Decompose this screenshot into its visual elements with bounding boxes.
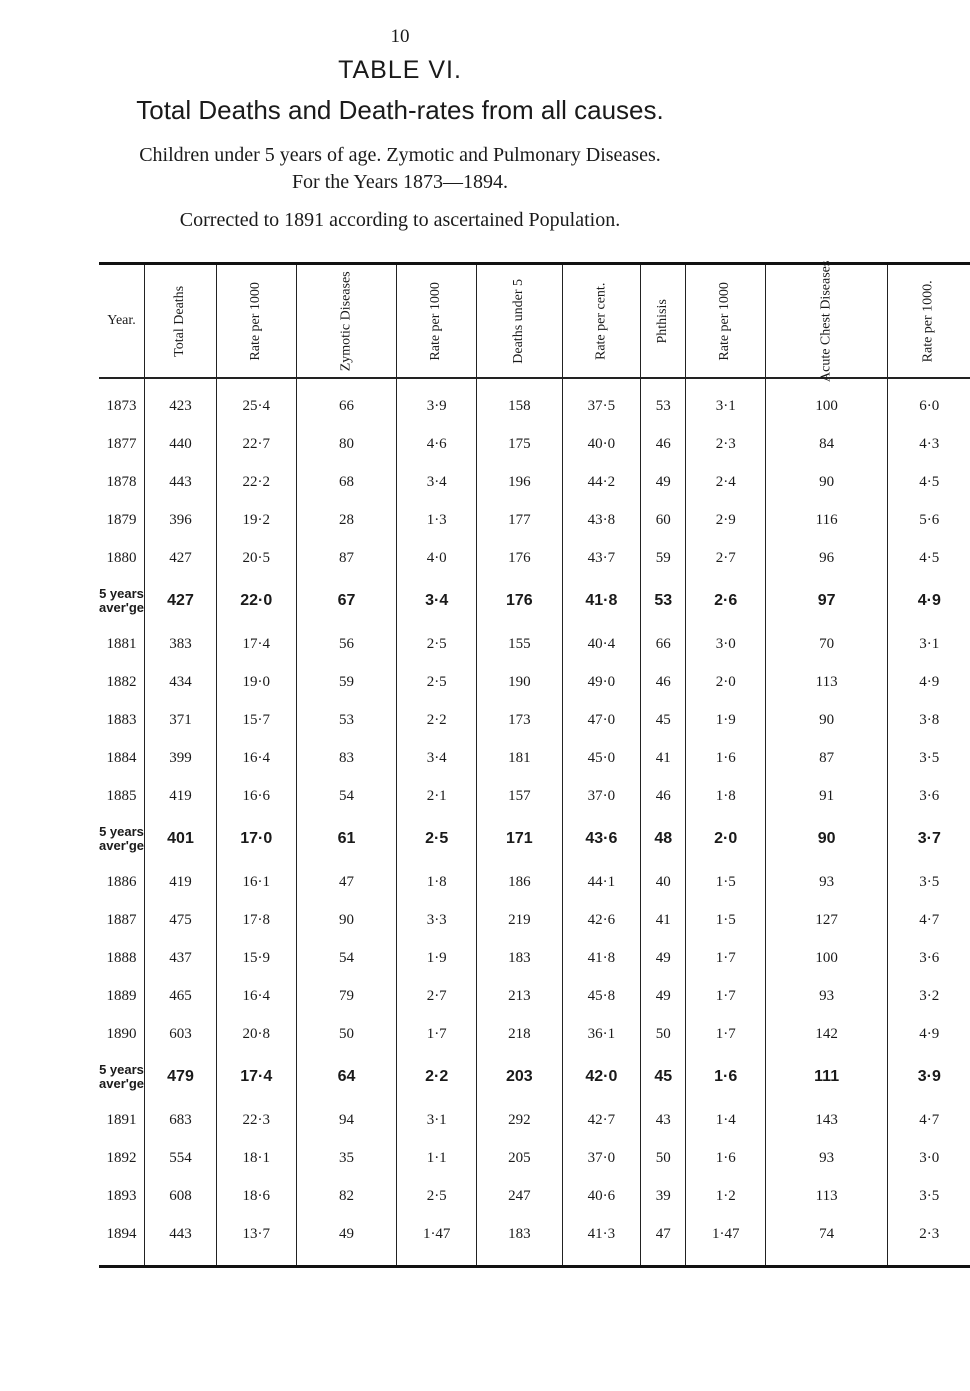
value-cell: 3·4: [397, 463, 477, 501]
value-cell: 3·7: [888, 815, 970, 863]
year-cell: 1881: [106, 635, 137, 652]
value-cell: 158: [476, 378, 562, 425]
year-cell: 5 years aver'ge: [99, 1062, 145, 1091]
value-cell: 423: [145, 378, 217, 425]
value-cell: 37·5: [562, 378, 640, 425]
value-cell: 45: [641, 701, 686, 739]
value-cell: 247: [476, 1177, 562, 1215]
year-cell: 1884: [106, 749, 137, 766]
value-cell: 35: [296, 1139, 397, 1177]
value-cell: 440: [145, 425, 217, 463]
value-cell: 401: [145, 815, 217, 863]
value-cell: 1·1: [397, 1139, 477, 1177]
value-cell: 20·8: [216, 1015, 296, 1053]
value-cell: 80: [296, 425, 397, 463]
value-cell: 3·1: [888, 625, 970, 663]
year-cell: 1886: [106, 873, 137, 890]
value-cell: 13·7: [216, 1215, 296, 1267]
value-cell: 66: [296, 378, 397, 425]
value-cell: 16·6: [216, 777, 296, 815]
value-cell: 40·6: [562, 1177, 640, 1215]
value-cell: 42·0: [562, 1053, 640, 1101]
value-cell: 42·7: [562, 1101, 640, 1139]
value-cell: 434: [145, 663, 217, 701]
value-cell: 3·6: [888, 777, 970, 815]
page-number: 10: [390, 26, 410, 47]
value-cell: 19·0: [216, 663, 296, 701]
value-cell: 603: [145, 1015, 217, 1053]
column-header: Rate per 1000: [686, 264, 766, 379]
average-row: [99, 815, 970, 863]
year-cell: 1893: [106, 1187, 137, 1204]
value-cell: 44·1: [562, 863, 640, 901]
value-cell: 2·0: [686, 663, 766, 701]
value-cell: 49: [641, 939, 686, 977]
value-cell: 49: [641, 463, 686, 501]
average-row: [99, 577, 970, 625]
table-title: TABLE VI.: [338, 56, 462, 84]
value-cell: 93: [765, 977, 887, 1015]
value-cell: 443: [145, 1215, 217, 1267]
value-cell: 5·6: [888, 501, 970, 539]
value-cell: 383: [145, 625, 217, 663]
value-cell: 87: [296, 539, 397, 577]
value-cell: 47·0: [562, 701, 640, 739]
value-cell: 39: [641, 1177, 686, 1215]
value-cell: 1·8: [686, 777, 766, 815]
value-cell: 22·2: [216, 463, 296, 501]
column-header: Rate per cent.: [562, 264, 640, 379]
value-cell: 49: [296, 1215, 397, 1267]
table-row: [99, 663, 970, 701]
value-cell: 157: [476, 777, 562, 815]
value-cell: 46: [641, 425, 686, 463]
value-cell: 465: [145, 977, 217, 1015]
value-cell: 49·0: [562, 663, 640, 701]
value-cell: 53: [641, 577, 686, 625]
value-cell: 427: [145, 577, 217, 625]
value-cell: 45·0: [562, 739, 640, 777]
value-cell: 443: [145, 463, 217, 501]
value-cell: 2·3: [686, 425, 766, 463]
value-cell: 54: [296, 777, 397, 815]
value-cell: 213: [476, 977, 562, 1015]
average-row: [99, 1053, 970, 1101]
value-cell: 3·1: [686, 378, 766, 425]
value-cell: 91: [765, 777, 887, 815]
value-cell: 2·5: [397, 815, 477, 863]
value-cell: 46: [641, 663, 686, 701]
value-cell: 183: [476, 1215, 562, 1267]
value-cell: 100: [765, 378, 887, 425]
value-cell: 3·5: [888, 1177, 970, 1215]
value-cell: 47: [296, 863, 397, 901]
year-cell: 1878: [106, 473, 137, 490]
value-cell: 2·3: [888, 1215, 970, 1267]
value-cell: 2·2: [397, 701, 477, 739]
value-cell: 683: [145, 1101, 217, 1139]
value-cell: 93: [765, 863, 887, 901]
value-cell: 61: [296, 815, 397, 863]
value-cell: 143: [765, 1101, 887, 1139]
value-cell: 1·6: [686, 1053, 766, 1101]
value-cell: 292: [476, 1101, 562, 1139]
value-cell: 25·4: [216, 378, 296, 425]
table-row: [99, 625, 970, 663]
value-cell: 15·7: [216, 701, 296, 739]
value-cell: 46: [641, 777, 686, 815]
year-cell: 1890: [106, 1025, 137, 1042]
value-cell: 48: [641, 815, 686, 863]
value-cell: 4·5: [888, 463, 970, 501]
value-cell: 3·5: [888, 863, 970, 901]
table-row: [99, 977, 970, 1015]
value-cell: 155: [476, 625, 562, 663]
value-cell: 399: [145, 739, 217, 777]
value-cell: 396: [145, 501, 217, 539]
value-cell: 53: [296, 701, 397, 739]
value-cell: 90: [296, 901, 397, 939]
value-cell: 50: [641, 1015, 686, 1053]
year-cell: 1885: [106, 787, 137, 804]
value-cell: 59: [296, 663, 397, 701]
value-cell: 419: [145, 777, 217, 815]
value-cell: 41·8: [562, 939, 640, 977]
value-cell: 67: [296, 577, 397, 625]
value-cell: 53: [641, 378, 686, 425]
table-row: [99, 378, 970, 425]
value-cell: 2·2: [397, 1053, 477, 1101]
column-header: Total Deaths: [145, 264, 217, 379]
value-cell: 4·9: [888, 663, 970, 701]
value-cell: 44·2: [562, 463, 640, 501]
value-cell: 83: [296, 739, 397, 777]
value-cell: 1·8: [397, 863, 477, 901]
value-cell: 4·9: [888, 1015, 970, 1053]
value-cell: 37·0: [562, 777, 640, 815]
value-cell: 1·5: [686, 901, 766, 939]
value-cell: 17·0: [216, 815, 296, 863]
value-cell: 59: [641, 539, 686, 577]
column-header: Rate per 1000: [216, 264, 296, 379]
value-cell: 64: [296, 1053, 397, 1101]
value-cell: 1·6: [686, 1139, 766, 1177]
value-cell: 3·3: [397, 901, 477, 939]
value-cell: 36·1: [562, 1015, 640, 1053]
value-cell: 68: [296, 463, 397, 501]
column-header: Rate per 1000.: [888, 264, 970, 379]
table-row: [99, 901, 970, 939]
value-cell: 176: [476, 539, 562, 577]
column-header: Rate per 1000: [397, 264, 477, 379]
value-cell: 113: [765, 1177, 887, 1215]
table-row: [99, 1139, 970, 1177]
value-cell: 43: [641, 1101, 686, 1139]
column-header: Phthisis: [641, 264, 686, 379]
value-cell: 41·3: [562, 1215, 640, 1267]
value-cell: 43·7: [562, 539, 640, 577]
value-cell: 203: [476, 1053, 562, 1101]
value-cell: 1·5: [686, 863, 766, 901]
value-cell: 3·8: [888, 701, 970, 739]
value-cell: 3·9: [888, 1053, 970, 1101]
year-cell: 1873: [106, 397, 137, 414]
value-cell: 66: [641, 625, 686, 663]
value-cell: 100: [765, 939, 887, 977]
value-cell: 142: [765, 1015, 887, 1053]
value-cell: 177: [476, 501, 562, 539]
value-cell: 87: [765, 739, 887, 777]
value-cell: 190: [476, 663, 562, 701]
value-cell: 183: [476, 939, 562, 977]
value-cell: 47: [641, 1215, 686, 1267]
value-cell: 3·6: [888, 939, 970, 977]
value-cell: 4·7: [888, 1101, 970, 1139]
value-cell: 2·7: [397, 977, 477, 1015]
value-cell: 50: [641, 1139, 686, 1177]
column-header: Year.: [99, 264, 145, 379]
value-cell: 1·7: [686, 977, 766, 1015]
value-cell: 218: [476, 1015, 562, 1053]
value-cell: 116: [765, 501, 887, 539]
value-cell: 90: [765, 701, 887, 739]
value-cell: 173: [476, 701, 562, 739]
value-cell: 1·7: [397, 1015, 477, 1053]
value-cell: 50: [296, 1015, 397, 1053]
value-cell: 1·7: [686, 939, 766, 977]
column-header: Deaths under 5: [476, 264, 562, 379]
year-cell: 1887: [106, 911, 137, 928]
subtitle-line-2: For the Years 1873—1894.: [291, 171, 509, 193]
value-cell: 1·9: [397, 939, 477, 977]
value-cell: 181: [476, 739, 562, 777]
value-cell: 2·4: [686, 463, 766, 501]
table-row: [99, 1177, 970, 1215]
value-cell: 17·4: [216, 1053, 296, 1101]
value-cell: 171: [476, 815, 562, 863]
value-cell: 43·6: [562, 815, 640, 863]
value-cell: 4·6: [397, 425, 477, 463]
value-cell: 3·4: [397, 739, 477, 777]
value-cell: 2·5: [397, 1177, 477, 1215]
value-cell: 3·4: [397, 577, 477, 625]
value-cell: 4·5: [888, 539, 970, 577]
column-header: Acute Chest Diseases: [765, 264, 887, 379]
year-cell: 1879: [106, 511, 137, 528]
year-cell: 5 years aver'ge: [99, 824, 145, 853]
value-cell: 6·0: [888, 378, 970, 425]
value-cell: 1·2: [686, 1177, 766, 1215]
value-cell: 3·9: [397, 378, 477, 425]
value-cell: 608: [145, 1177, 217, 1215]
value-cell: 419: [145, 863, 217, 901]
value-cell: 1·47: [397, 1215, 477, 1267]
value-cell: 40: [641, 863, 686, 901]
header-row: [99, 264, 970, 379]
table-row: [99, 463, 970, 501]
value-cell: 3·0: [888, 1139, 970, 1177]
value-cell: 2·5: [397, 663, 477, 701]
value-cell: 74: [765, 1215, 887, 1267]
table-row: [99, 1215, 970, 1267]
value-cell: 554: [145, 1139, 217, 1177]
value-cell: 49: [641, 977, 686, 1015]
value-cell: 427: [145, 539, 217, 577]
table-row: [99, 777, 970, 815]
value-cell: 40·0: [562, 425, 640, 463]
value-cell: 127: [765, 901, 887, 939]
value-cell: 37·0: [562, 1139, 640, 1177]
value-cell: 97: [765, 577, 887, 625]
table-row: [99, 863, 970, 901]
table-row: [99, 1101, 970, 1139]
value-cell: 3·1: [397, 1101, 477, 1139]
table-row: [99, 501, 970, 539]
value-cell: 205: [476, 1139, 562, 1177]
value-cell: 4·9: [888, 577, 970, 625]
value-cell: 2·0: [686, 815, 766, 863]
year-cell: 1892: [106, 1149, 137, 1166]
value-cell: 94: [296, 1101, 397, 1139]
value-cell: 17·8: [216, 901, 296, 939]
value-cell: 15·9: [216, 939, 296, 977]
year-cell: 1889: [106, 987, 137, 1004]
value-cell: 16·4: [216, 977, 296, 1015]
value-cell: 41: [641, 739, 686, 777]
value-cell: 437: [145, 939, 217, 977]
value-cell: 186: [476, 863, 562, 901]
value-cell: 93: [765, 1139, 887, 1177]
value-cell: 20·5: [216, 539, 296, 577]
column-header: Zymotic Diseases: [296, 264, 397, 379]
value-cell: 1·6: [686, 739, 766, 777]
value-cell: 1·9: [686, 701, 766, 739]
value-cell: 45·8: [562, 977, 640, 1015]
value-cell: 18·1: [216, 1139, 296, 1177]
value-cell: 3·5: [888, 739, 970, 777]
value-cell: 84: [765, 425, 887, 463]
value-cell: 90: [765, 815, 887, 863]
value-cell: 90: [765, 463, 887, 501]
value-cell: 28: [296, 501, 397, 539]
value-cell: 22·3: [216, 1101, 296, 1139]
table-heading: Total Deaths and Death-rates from all causes.: [136, 95, 664, 125]
value-cell: 42·6: [562, 901, 640, 939]
value-cell: 111: [765, 1053, 887, 1101]
value-cell: 2·1: [397, 777, 477, 815]
value-cell: 1·7: [686, 1015, 766, 1053]
value-cell: 1·47: [686, 1215, 766, 1267]
value-cell: 219: [476, 901, 562, 939]
year-cell: 1888: [106, 949, 137, 966]
year-cell: 1882: [106, 673, 137, 690]
year-cell: 1880: [106, 549, 137, 566]
value-cell: 43·8: [562, 501, 640, 539]
value-cell: 4·0: [397, 539, 477, 577]
value-cell: 17·4: [216, 625, 296, 663]
value-cell: 371: [145, 701, 217, 739]
year-cell: 1891: [106, 1111, 137, 1128]
value-cell: 22·0: [216, 577, 296, 625]
value-cell: 175: [476, 425, 562, 463]
value-cell: 4·7: [888, 901, 970, 939]
value-cell: 113: [765, 663, 887, 701]
value-cell: 4·3: [888, 425, 970, 463]
value-cell: 16·1: [216, 863, 296, 901]
year-cell: 5 years aver'ge: [99, 586, 145, 615]
value-cell: 56: [296, 625, 397, 663]
table-row: [99, 939, 970, 977]
value-cell: 2·6: [686, 577, 766, 625]
value-cell: 45: [641, 1053, 686, 1101]
subtitle-line-3: Corrected to 1891 according to ascertained Population.: [179, 209, 621, 231]
value-cell: 41·8: [562, 577, 640, 625]
value-cell: 3·0: [686, 625, 766, 663]
value-cell: 82: [296, 1177, 397, 1215]
mortality-table: [99, 262, 970, 1268]
value-cell: 16·4: [216, 739, 296, 777]
subtitle-line-1: Children under 5 years of age. Zymotic and Pulmonary Diseases.: [139, 144, 661, 166]
table-row: [99, 425, 970, 463]
value-cell: 1·3: [397, 501, 477, 539]
value-cell: 196: [476, 463, 562, 501]
value-cell: 22·7: [216, 425, 296, 463]
table-body: [99, 378, 970, 1267]
value-cell: 54: [296, 939, 397, 977]
value-cell: 70: [765, 625, 887, 663]
value-cell: 79: [296, 977, 397, 1015]
value-cell: 2·5: [397, 625, 477, 663]
value-cell: 3·2: [888, 977, 970, 1015]
value-cell: 96: [765, 539, 887, 577]
value-cell: 2·7: [686, 539, 766, 577]
value-cell: 479: [145, 1053, 217, 1101]
year-cell: 1877: [106, 435, 137, 452]
year-cell: 1883: [106, 711, 137, 728]
value-cell: 19·2: [216, 501, 296, 539]
year-cell: 1894: [106, 1225, 137, 1242]
table-row: [99, 701, 970, 739]
value-cell: 176: [476, 577, 562, 625]
value-cell: 2·9: [686, 501, 766, 539]
value-cell: 1·4: [686, 1101, 766, 1139]
value-cell: 18·6: [216, 1177, 296, 1215]
value-cell: 41: [641, 901, 686, 939]
table-row: [99, 739, 970, 777]
value-cell: 60: [641, 501, 686, 539]
table-row: [99, 539, 970, 577]
table-row: [99, 1015, 970, 1053]
value-cell: 40·4: [562, 625, 640, 663]
value-cell: 475: [145, 901, 217, 939]
